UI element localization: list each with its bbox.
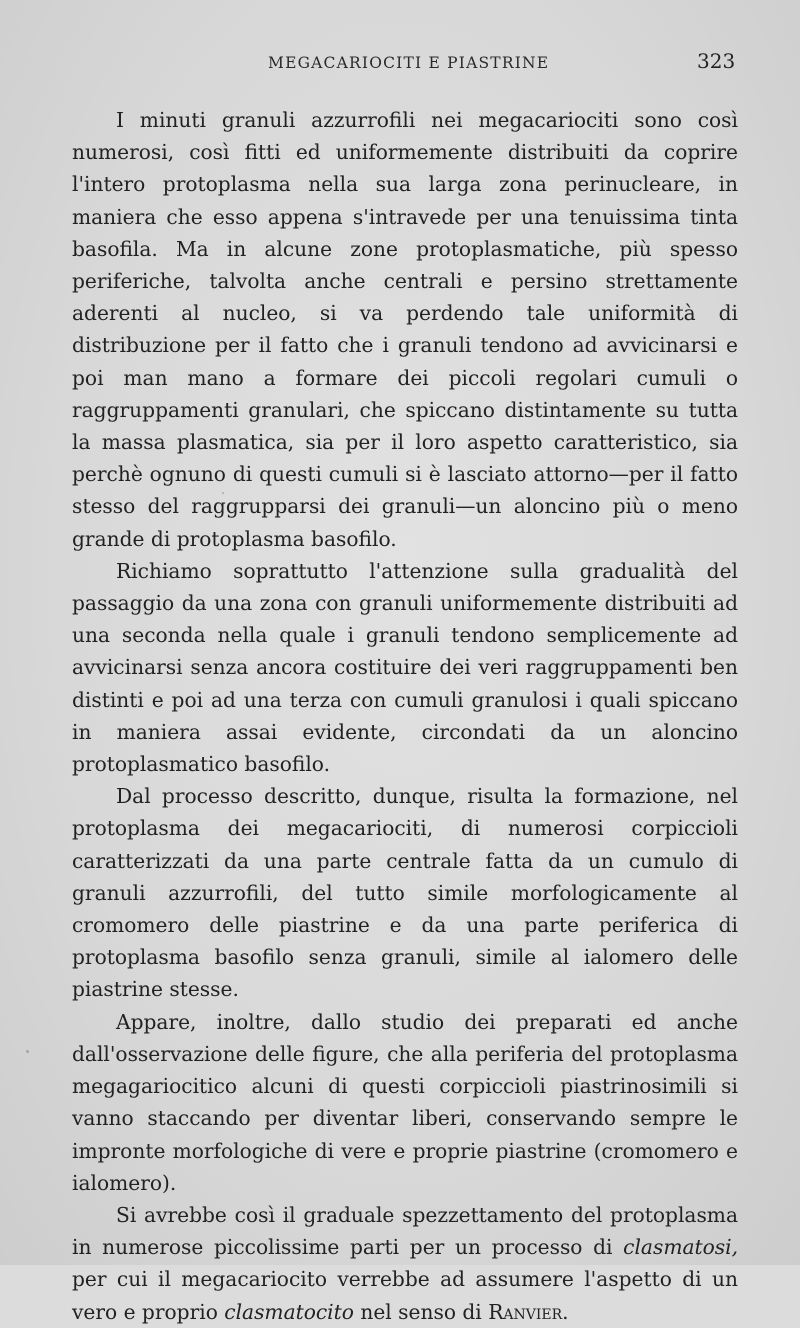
italic-term-clasmatocito: clasmatocito — [224, 1299, 354, 1324]
author-name-small-caps: Ranvier — [488, 1299, 563, 1324]
page-number: 323 — [697, 49, 736, 73]
paragraph-1: I minuti granuli azzurrofili nei megacariociti sono così numerosi, così fitti ed uniformemente distribuiti da coprire l'intero protoplasma nella sua larga zona perinucleare, in maniera che esso appena s'intravede per una tenuissima tinta basofila. Ma in alcune zone protoplasmatiche, più spesso periferiche, talvolta anche centrali e persino strettamente aderenti al nucleo, si va perdendo tale uniformità di distribuzione per il fatto che i granuli tendono ad avvicinarsi e poi man mano a formare dei piccoli regolari cumuli o raggruppamenti granulari, che spiccano distintamente su tutta la massa plasmatica, sia per il loro aspetto caratteristico, sia perchè ognuno di questi cumuli si è lasciato attorno—per il fatto stesso del raggrupparsi dei granuli—un aloncino più o meno grande di protoplasma basofilo. — [72, 108, 738, 551]
paragraph-5-text-after: nel senso di — [353, 1299, 489, 1324]
paragraph-5-text-middle: per cui il megacariocito verrebbe ad assumere l'aspetto di un vero e proprio — [72, 1267, 738, 1324]
italic-term-clasmatosi: clasmatosi, — [623, 1235, 738, 1260]
paragraph-5 — [72, 1199, 738, 1328]
paragraph-4: Appare, inoltre, dallo studio dei preparati ed anche dall'osservazione delle figure, che alla periferia del protoplasma megagariocitico alcuni di questi corpiccioli piastrinosimili si vanno staccando per diventar liberi, conservando sempre le impronte morfologiche di vere e proprie piastrine (cromomero e ialomero). — [72, 1009, 738, 1195]
paragraph-5-text-end: . — [562, 1299, 569, 1324]
paragraph-2: Richiamo soprattutto l'attenzione sulla gradualità del passaggio da una zona con granuli uniformemente distribuiti ad una seconda nella quale i granuli tendono semplicemente ad avvicinarsi senza ancora costituire dei veri raggruppamenti ben distinti e poi ad una terza con cumuli granulosi i quali spiccano in maniera assai evidente, circondati da un aloncino protoplasmatico basofilo. — [72, 558, 738, 777]
paper-speck — [222, 492, 224, 494]
body-text — [72, 104, 738, 1328]
paragraph-3: Dal processo descritto, dunque, risulta la formazione, nel protoplasma dei megacariociti, di numerosi corpicciolі caratterizzati da una parte centrale fatta da un cumulo di granuli azzurrofili, del tutto simile morfologicamente al cromomero delle piastrine e da una parte periferica di protoplasma basofilo senza granuli, simile al ialomero delle piastrine stesse. — [72, 784, 738, 1002]
paper-speck — [26, 1050, 29, 1053]
paragraph-5-text-before: Si avrebbe così il graduale spezzettamento del protoplasma in numerose piccolissime parti per un processo di — [72, 1202, 738, 1260]
running-head: MEGACARIOCITI E PIASTRINE — [268, 54, 550, 72]
